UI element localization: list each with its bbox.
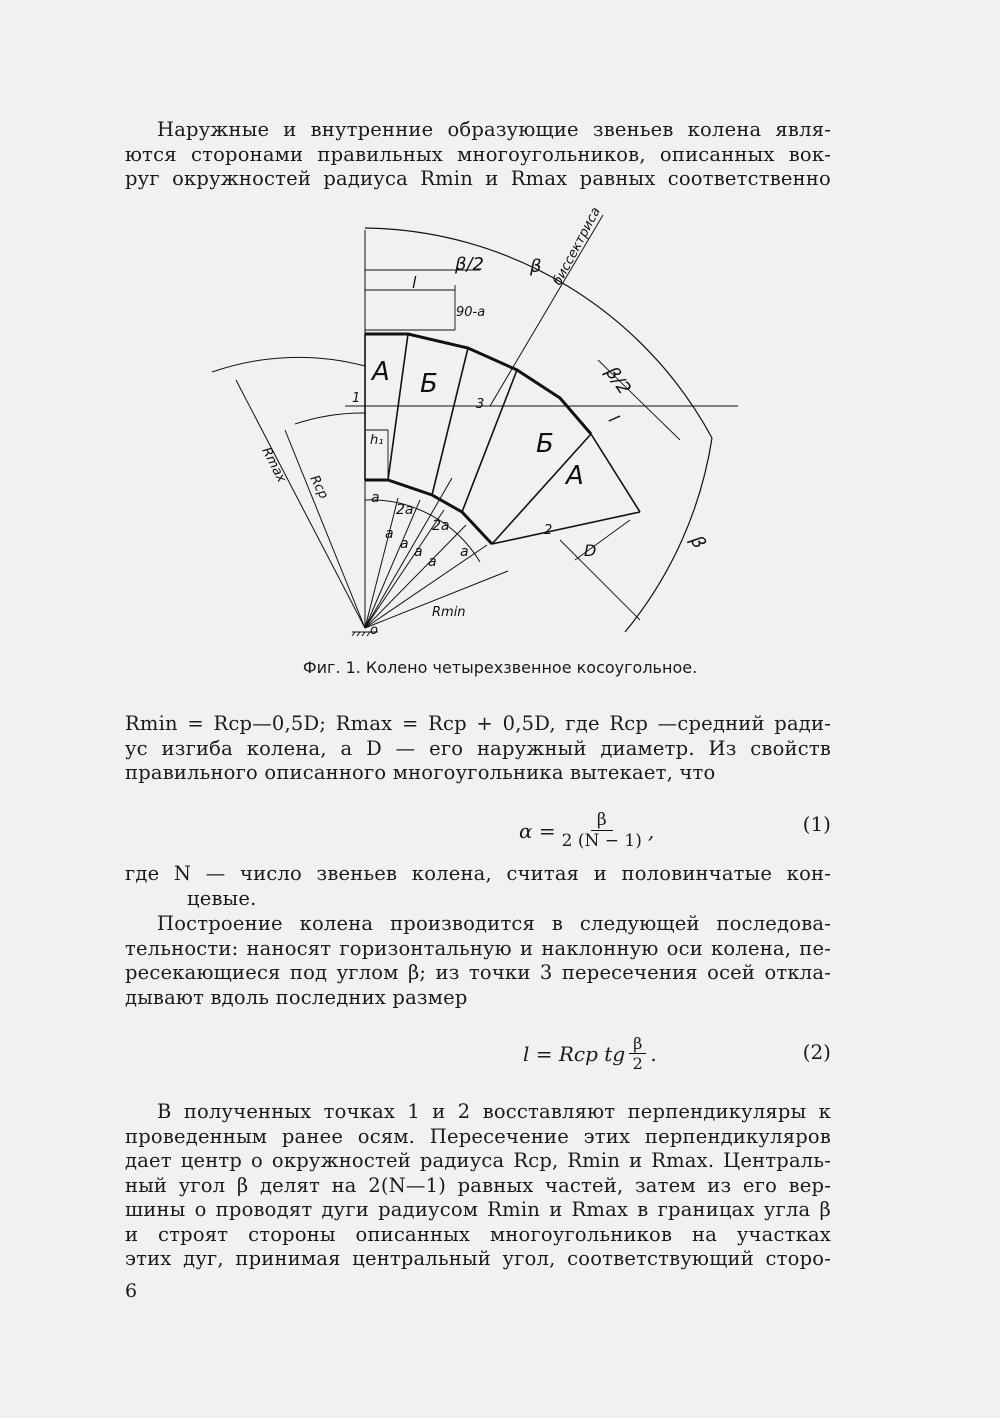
eq2-numerator: β (629, 1034, 646, 1054)
eq1-number: (1) (802, 812, 831, 836)
rcp-arc (295, 413, 366, 424)
l-right-label: l (604, 411, 623, 426)
eq1-denominator: 2 (N − 1) (561, 831, 642, 851)
text-line: и строят стороны описанных многоугольников на участках (125, 1222, 831, 1246)
text-line: ный угол β делят на 2(N—1) равных частей, затем из его вер- (125, 1173, 831, 1197)
angle-a-label: a (400, 536, 409, 552)
text-line: Построение колена производится в следующей последова- (157, 912, 831, 935)
figure-caption: Фиг. 1. Колено четырехзвенное косоугольное. (302, 658, 698, 677)
segment-a-label-right: A (566, 461, 584, 491)
text-line: Наружные и внутренние образующие звеньев колена явля- (157, 118, 831, 141)
eq2-number: (2) (802, 1040, 831, 1064)
segment-a-label-left: A (372, 357, 390, 387)
outer-polygon (365, 334, 591, 434)
segment-b-label-left: Б (420, 369, 438, 399)
center-o-label: o (370, 623, 378, 638)
beta-right-label: β (685, 532, 710, 553)
text-line: тельности: наносят горизонтальную и наклонную оси колена, пе- (125, 936, 831, 960)
final-paragraph (125, 1100, 831, 1272)
angle-90a-label: 90-a (456, 305, 486, 320)
dimension-lines (365, 270, 680, 620)
text-line: ются сторонами правильных многоугольников, описанных вок- (125, 142, 831, 166)
eq1-lhs: α = (519, 818, 556, 843)
bisector-label: биссектриса (550, 204, 604, 288)
point-1-label: 1 (352, 391, 361, 406)
angle-a-label: a (385, 526, 394, 542)
beta-half-right-label: β/2 (600, 362, 635, 399)
beta-top-label: β (530, 256, 542, 277)
l-top-label: l (412, 273, 417, 292)
angle-2a-label: 2a (396, 502, 414, 518)
h1-label: h₁ (370, 433, 384, 448)
point-3-label: 3 (476, 397, 485, 412)
equation-2: l = Rcp tg $\frac{\beta}{2}$ . (2) (523, 1034, 831, 1073)
d-label: D (584, 541, 597, 560)
equation-1: α = $\frac{\beta}{2 (N - 1)}$ , (1) (519, 810, 831, 851)
construction-paragraph (125, 912, 831, 1010)
text-line: правильного описанного многоугольника вытекает, что (125, 761, 716, 784)
text-line: дывают вдоль последних размер (125, 985, 468, 1009)
text-line: дает центр o окружностей радиуса Rcp, Rmin и Rmax. Централь- (125, 1149, 831, 1172)
elbow-figure (0, 0, 1000, 700)
rmax-label: Rmax (258, 445, 289, 486)
text-line: ус изгиба колена, а D — его наружный диаметр. Из свойств (125, 736, 831, 760)
beta-half-top-label: β/2 (455, 254, 485, 275)
text-line: этих дуг, принимая центральный угол, соответствующий сторо- (125, 1247, 831, 1270)
text-line: шины o проводят дуги радиусом Rmin и Rmax в границах угла β (125, 1198, 831, 1221)
rcp-label: Rcp (306, 473, 331, 502)
rmax-arc (212, 357, 365, 372)
radius-paragraph (125, 712, 831, 786)
angle-a-label: a (428, 554, 437, 570)
rmin-label: Rmin (432, 605, 466, 620)
where-paragraph (125, 862, 831, 911)
text-line: В полученных точках 1 и 2 восставляют перпендикуляры к (157, 1100, 831, 1123)
text-line: цевые. (187, 886, 257, 910)
eq2-lhs: l = Rcp tg (523, 1041, 626, 1066)
angle-a-label: a (371, 490, 380, 506)
text-line: где N — число звеньев колена, считая и половинчатые кон- (125, 862, 831, 885)
segment-b-label-right: Б (536, 429, 554, 459)
angle-a-label: a (460, 544, 469, 560)
text-line: Rmin = Rcp—0,5D; Rmax = Rcp + 0,5D, где Rcp —средний ради- (125, 712, 831, 735)
eq2-denominator: 2 (632, 1054, 643, 1073)
text-line: проведенным ранее осям. Пересечение этих перпендикуляров (125, 1124, 831, 1148)
angle-2a-label: 2a (432, 518, 450, 534)
text-line: руг окружностей радиуса Rmin и Rmax равных соответственно (125, 167, 831, 190)
eq1-numerator: β (591, 810, 613, 831)
angle-a-label: a (414, 544, 423, 560)
point-2-label: 2 (544, 523, 553, 538)
text-line: ресекающиеся под углом β; из точки 3 пересечения осей откла- (125, 961, 831, 984)
page-number: 6 (125, 1280, 138, 1302)
